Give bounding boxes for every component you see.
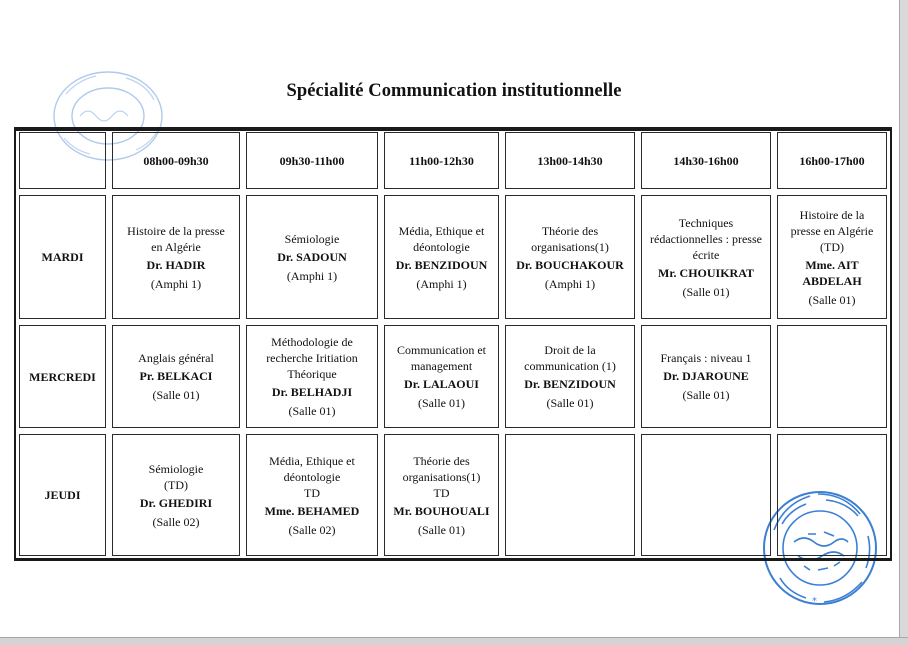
- course-title-line: écrite: [692, 247, 720, 262]
- course-title-line: Communication et: [397, 343, 486, 357]
- course-cell: [246, 434, 378, 556]
- day-cell: [19, 434, 106, 556]
- table-border-bottom: [14, 558, 892, 561]
- course-title-line: Théorie des: [413, 453, 470, 468]
- day-cell: [19, 195, 106, 319]
- room-label: (Salle 01): [288, 404, 336, 418]
- course-title-line: Droit de la: [544, 343, 596, 357]
- course-title-line: management: [410, 359, 473, 373]
- teacher-name: Dr. BELHADJI: [271, 385, 353, 399]
- room-label: (Salle 02): [288, 522, 336, 537]
- empty-cell: [777, 434, 887, 556]
- day-label: MERCREDI: [29, 369, 96, 384]
- course-title-line: Anglais général: [138, 351, 214, 365]
- time-slot-label: 09h30-11h00: [279, 153, 345, 168]
- room-label: (Salle 01): [418, 522, 465, 537]
- course-cell: [384, 325, 499, 428]
- table-border-right: [890, 127, 892, 561]
- room-label: (Amphi 1): [544, 276, 596, 291]
- page-title: Spécialité Communication institutionnelle: [286, 81, 622, 101]
- course-title-line: Sémiologie: [148, 461, 204, 476]
- time-slot-label: 08h00-09h30: [143, 153, 209, 168]
- day-label: MARDI: [41, 250, 84, 264]
- course-cell: [777, 195, 887, 319]
- day-cell: [19, 325, 106, 428]
- course-cell: [505, 195, 635, 319]
- teacher-name: Mr. CHOUIKRAT: [658, 265, 754, 280]
- teacher-name: Dr. HADIR: [146, 257, 206, 272]
- course-title-line: (TD): [164, 477, 188, 492]
- table-border-left: [14, 127, 16, 561]
- course-title-line: recherche Iritiation: [266, 351, 358, 365]
- course-cell: [505, 325, 635, 428]
- time-slot-header: [641, 132, 771, 189]
- teacher-name: Dr. BOUCHAKOUR: [516, 257, 624, 272]
- time-slot-header: [112, 132, 240, 189]
- course-title-line: Français : niveau 1: [660, 351, 752, 365]
- course-cell: [246, 195, 378, 319]
- time-slot-header: [384, 132, 499, 189]
- course-cell: [112, 325, 240, 428]
- course-cell: [641, 195, 771, 319]
- svg-text:*: *: [812, 596, 817, 607]
- room-label: (Salle 01): [152, 388, 200, 402]
- empty-cell: [777, 325, 887, 428]
- course-title-line: déontologie: [413, 239, 470, 254]
- course-title-line: Histoire de la presse: [127, 223, 225, 238]
- course-title-line: Histoire de la: [799, 207, 865, 222]
- corner-cell: [19, 132, 106, 189]
- course-cell: [384, 195, 499, 319]
- time-slot-header: [246, 132, 378, 189]
- room-label: (Amphi 1): [150, 276, 202, 291]
- room-label: (Salle 01): [682, 388, 730, 402]
- course-title-line: Média, Ethique et: [398, 223, 485, 238]
- course-cell: [112, 195, 240, 319]
- teacher-name: Pr. BELKACI: [139, 369, 213, 383]
- course-cell: [112, 434, 240, 556]
- room-label: (Salle 01): [546, 396, 594, 410]
- time-slot-label: 13h00-14h30: [537, 153, 603, 168]
- time-slot-label: 16h00-17h00: [799, 153, 865, 168]
- course-title-line: presse en Algérie: [790, 223, 874, 238]
- time-slot-header: [777, 132, 887, 189]
- course-title-line: communication (1): [524, 359, 616, 373]
- empty-cell: [505, 434, 635, 556]
- schedule-table: [16, 129, 890, 559]
- empty-cell: [641, 434, 771, 556]
- course-cell: [384, 434, 499, 556]
- room-label: (Salle 01): [682, 284, 730, 299]
- teacher-name: Dr. SADOUN: [277, 249, 347, 264]
- teacher-name: Dr. LALAOUI: [404, 377, 479, 391]
- teacher-name: Mme. BEHAMED: [264, 503, 360, 518]
- course-title-line: Techniques: [678, 215, 734, 230]
- course-title-line: Média, Ethique et: [269, 453, 355, 468]
- room-label: (Salle 01): [808, 292, 856, 307]
- teacher-name: Dr. BENZIDOUN: [524, 377, 616, 391]
- day-label: JEUDI: [44, 488, 81, 502]
- teacher-name: Dr. GHEDIRI: [139, 495, 213, 510]
- course-title-line: TD: [304, 485, 320, 500]
- course-cell: [246, 325, 378, 428]
- teacher-name: Dr. DJAROUNE: [663, 369, 749, 383]
- room-label: (Salle 02): [152, 514, 200, 529]
- teacher-name: Dr. BENZIDOUN: [395, 257, 488, 272]
- course-title-line: Théorie des: [541, 223, 599, 238]
- course-title-line: TD: [433, 485, 450, 500]
- time-slot-label: 14h30-16h00: [673, 153, 739, 168]
- course-title-line: organisations(1): [402, 469, 481, 484]
- course-title-line: rédactionnelles : presse: [650, 231, 762, 246]
- course-title-line: en Algérie: [151, 239, 201, 254]
- time-slot-label: 11h00-12h30: [409, 153, 474, 168]
- time-slot-header: [505, 132, 635, 189]
- room-label: (Amphi 1): [286, 268, 338, 283]
- course-title-line: Théorique: [287, 367, 337, 381]
- course-title-line: (TD): [820, 239, 844, 254]
- table-border-top-inner: [14, 130, 892, 131]
- room-label: (Amphi 1): [416, 276, 467, 291]
- course-title-line: organisations(1): [531, 239, 609, 254]
- teacher-name: Mr. BOUHOUALI: [393, 503, 490, 518]
- course-title-line: Méthodologie de: [271, 335, 353, 349]
- course-cell: [641, 325, 771, 428]
- teacher-name: Mme. AIT ABDELAH: [802, 257, 862, 288]
- room-label: (Salle 01): [418, 396, 465, 410]
- course-title-line: déontologie: [283, 469, 341, 484]
- course-title-line: Sémiologie: [284, 231, 340, 246]
